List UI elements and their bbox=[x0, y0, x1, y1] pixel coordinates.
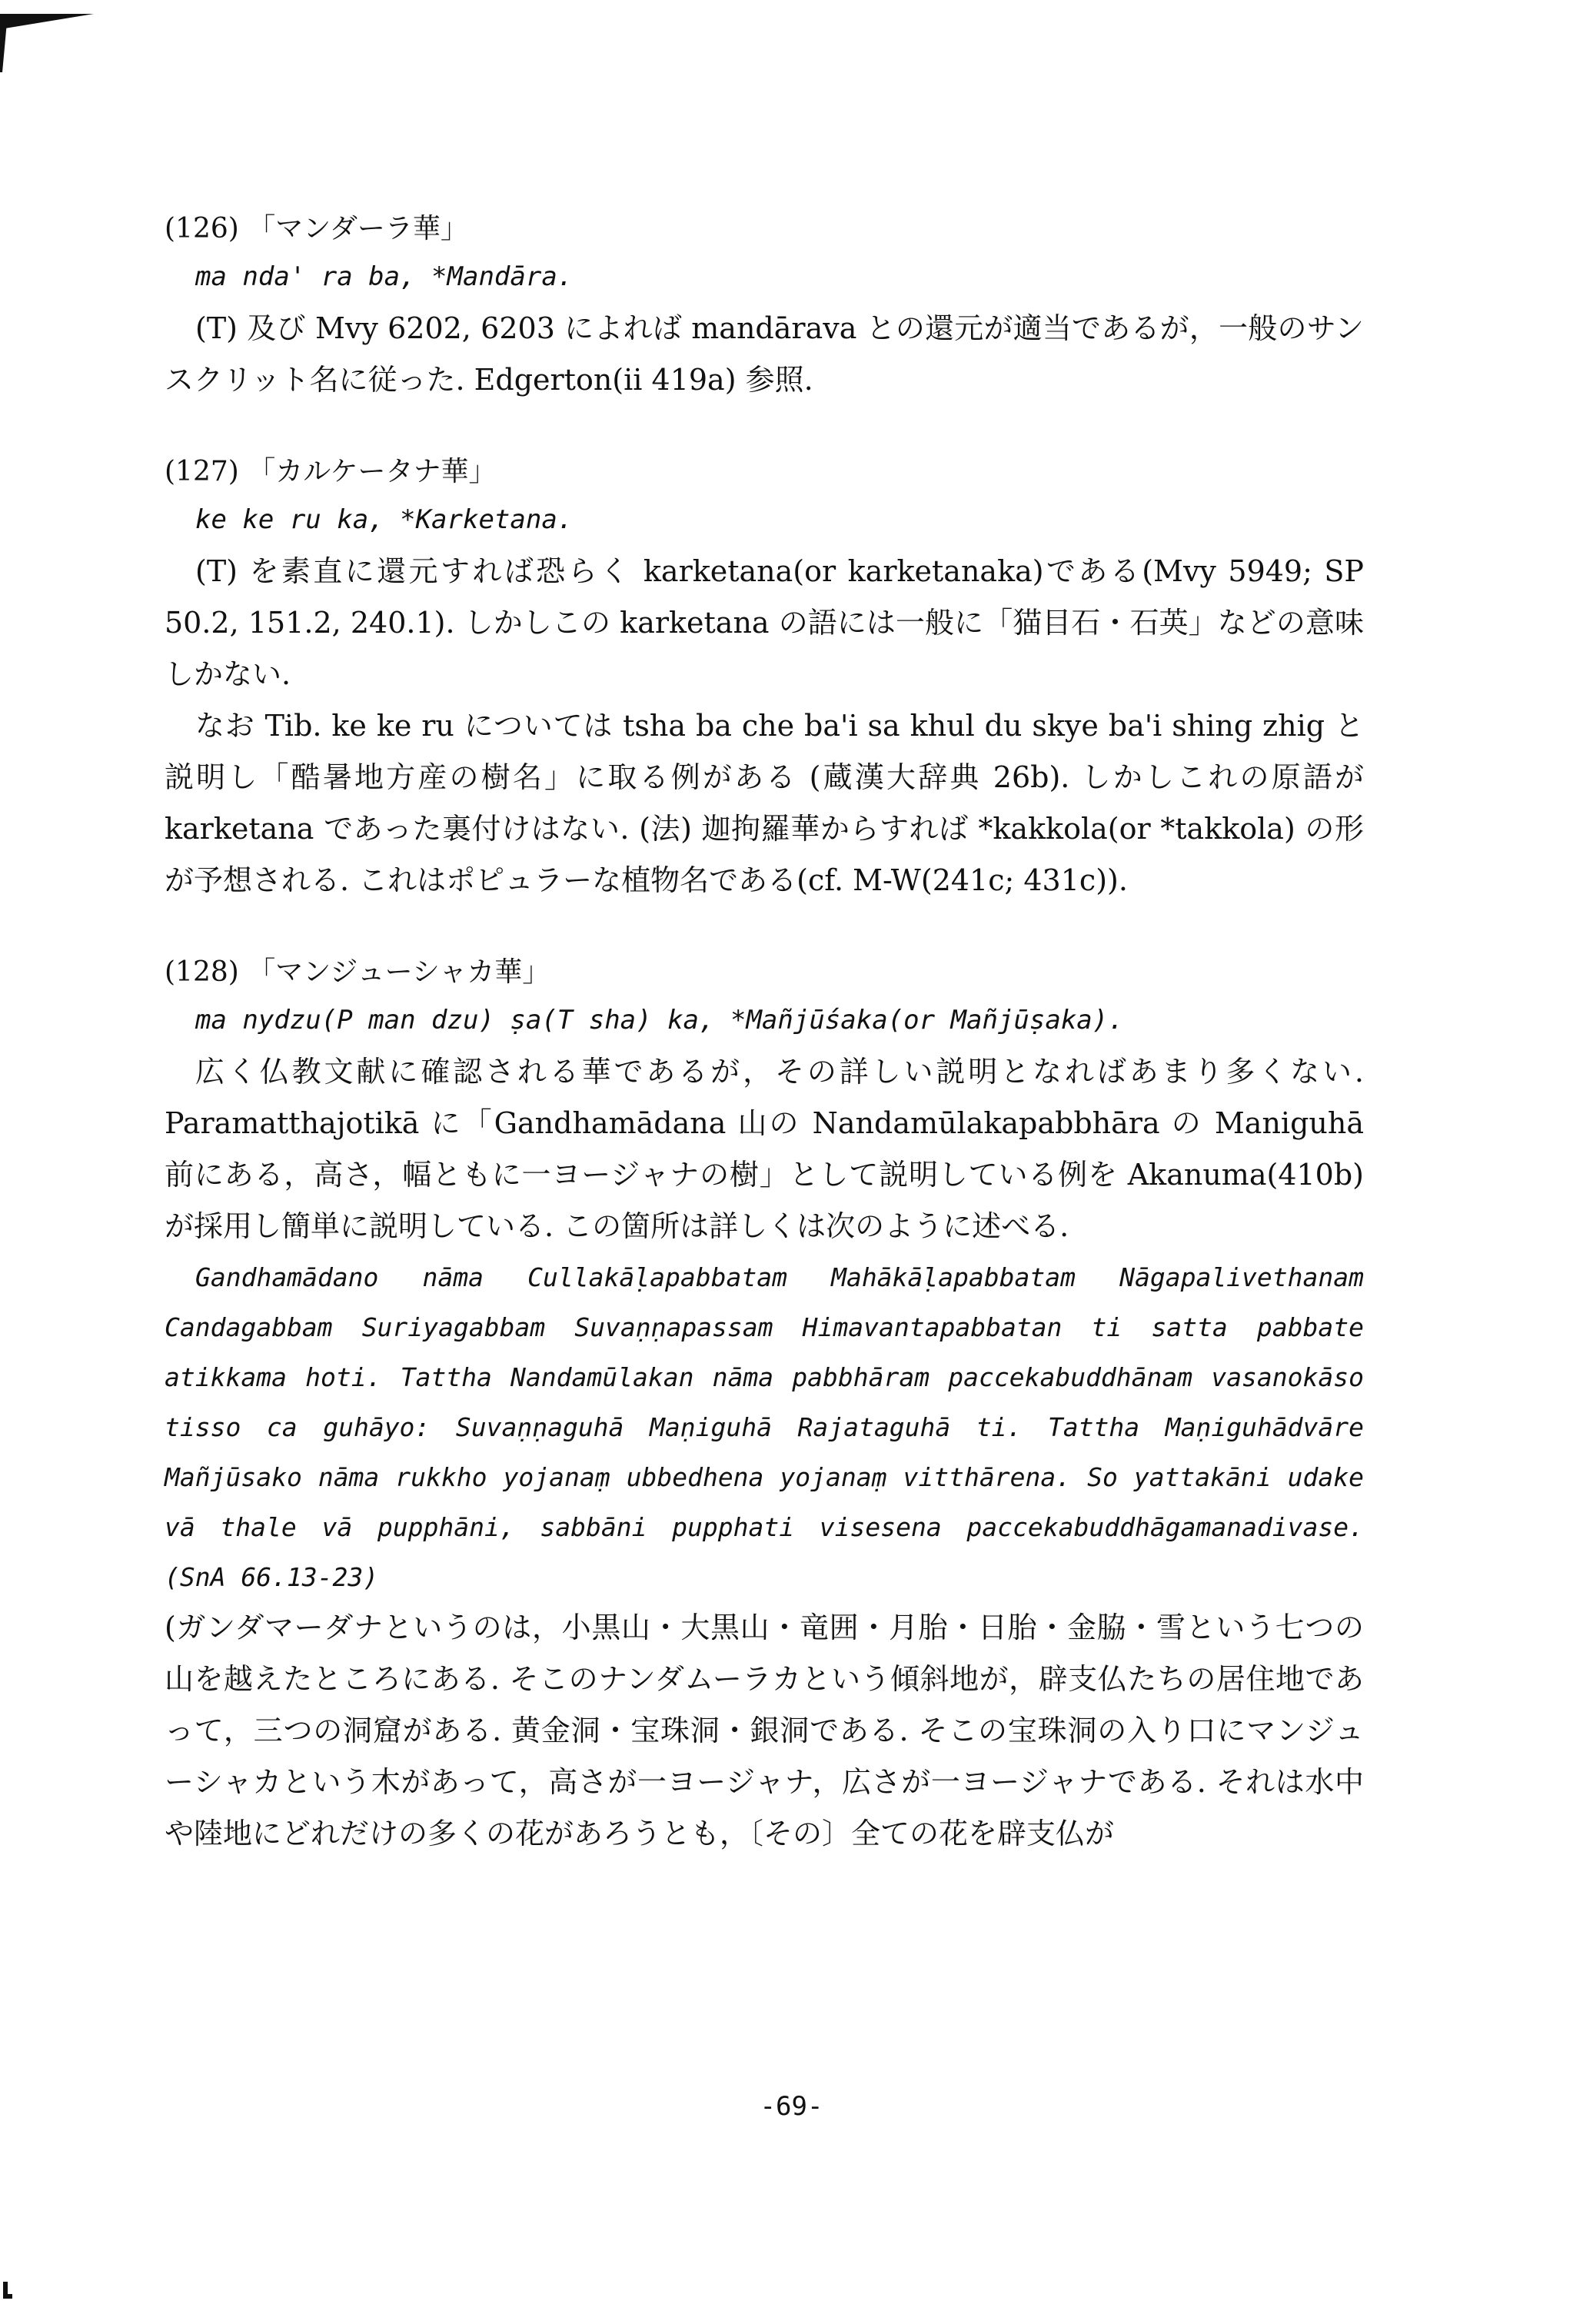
note-heading bbox=[165, 451, 1364, 494]
note-paragraph: (T) を素直に還元すれば恐らく karketana(or karketanaka)である(Mvy 5949; SP 50.2, 151.2, 240.1). しかしこの karketana の語には一般に「猫目石・石英」などの意味しかない. bbox=[165, 554, 1364, 691]
quotation-translation: (ガンダマーダナというのは，小黒山・大黒山・竜囲・月胎・日胎・金脇・雪という七つの山を越えたところにある. そこのナンダムーラカという傾斜地が，辟支仏たちの居住地であって，三つの洞窟がある. 黄金洞・宝珠洞・銀洞である. そこの宝珠洞の入り口にマンジューシャカという木があって，高さが一ヨージャナ，広さが一ヨージャナである. それは水中や陸地にどれだけの多くの花があろうとも，〔その〕全ての花を辟支仏が bbox=[165, 1611, 1364, 1850]
tibetan-transliteration: ke ke ru ka, *Karketana. bbox=[195, 504, 574, 535]
note-title: 「マンダーラ華」 bbox=[248, 213, 468, 244]
note-number: (127) bbox=[165, 456, 239, 487]
note-heading bbox=[165, 208, 1364, 251]
note-paragraph: (T) 及び Mvy 6202, 6203 によれば mandārava との還元が適当であるが，一般のサンスクリット名に従った. Edgerton(ii 419a) 参照. bbox=[165, 311, 1364, 397]
scan-corner-mark bbox=[0, 14, 94, 29]
note-128 bbox=[165, 951, 1364, 1860]
scan-corner-mark-tail bbox=[0, 14, 8, 72]
tibetan-transliteration: ma nda' ra ba, *Mandāra. bbox=[195, 261, 574, 292]
note-126 bbox=[165, 208, 1364, 406]
tibetan-transliteration: ma nydzu(P man dzu) ṣa(T sha) ka, *Mañjūśaka(or Mañjūṣaka). bbox=[195, 1005, 1124, 1036]
note-number: (128) bbox=[165, 956, 239, 988]
page-body bbox=[165, 208, 1364, 1904]
note-title: 「マンジューシャカ華」 bbox=[248, 956, 550, 988]
scan-bottom-mark-foot bbox=[3, 2294, 12, 2299]
note-number: (126) bbox=[165, 213, 239, 244]
note-title: 「カルケータナ華」 bbox=[248, 456, 497, 487]
page-number: -69- bbox=[760, 2091, 823, 2122]
pali-quotation: Gandhamādano nāma Cullakāḷapabbatam Mahākāḷapabbatam Nāgapalivethanam Candagabbam Suriyagabbam Suvaṇṇapassam Himavantapabbatan ti satta pabbate atikkama hoti. Tattha Nandamūlakan nāma pabbhāram paccekabuddhānam vasanokāso tisso ca guhāyo: Suvaṇṇaguhā Maṇiguhā Rajataguhā ti. Tattha Maṇiguhādvāre Mañjūsako nāma rukkho yojanaṃ ubbedhena yojanaṃ vitthārena. So yattakāni udake vā thale vā pupphāni, sabbāni pupphati visesena paccekabuddhāgamanadivase. (SnA 66.13-23) bbox=[165, 1262, 1364, 1592]
note-paragraph: なお Tib. ke ke ru については tsha ba che ba'i sa khul du skye ba'i shing zhig と説明し「酷暑地方産の樹名」に取る例がある (蔵漢大辞典 26b). しかしこれの原語が karketana であった裏付けはない. (法) 迦拘羅華からすれば *kakkola(or *takkola) の形が予想される. これはポピュラーな植物名である(cf. M-W(241c; 431c)). bbox=[165, 709, 1364, 897]
note-127 bbox=[165, 451, 1364, 906]
note-paragraph: 広く仏教文献に確認される華であるが，その詳しい説明となればあまり多くない. Paramatthajotikā に「Gandhamādana 山の Nandamūlakapabbhāra の Maniguhā 前にある，高さ，幅ともに一ヨージャナの樹」として説明している例を Akanuma(410b) が採用し簡単に説明している. この箇所は詳しくは次のように述べる. bbox=[165, 1055, 1364, 1243]
note-heading bbox=[165, 951, 1364, 994]
